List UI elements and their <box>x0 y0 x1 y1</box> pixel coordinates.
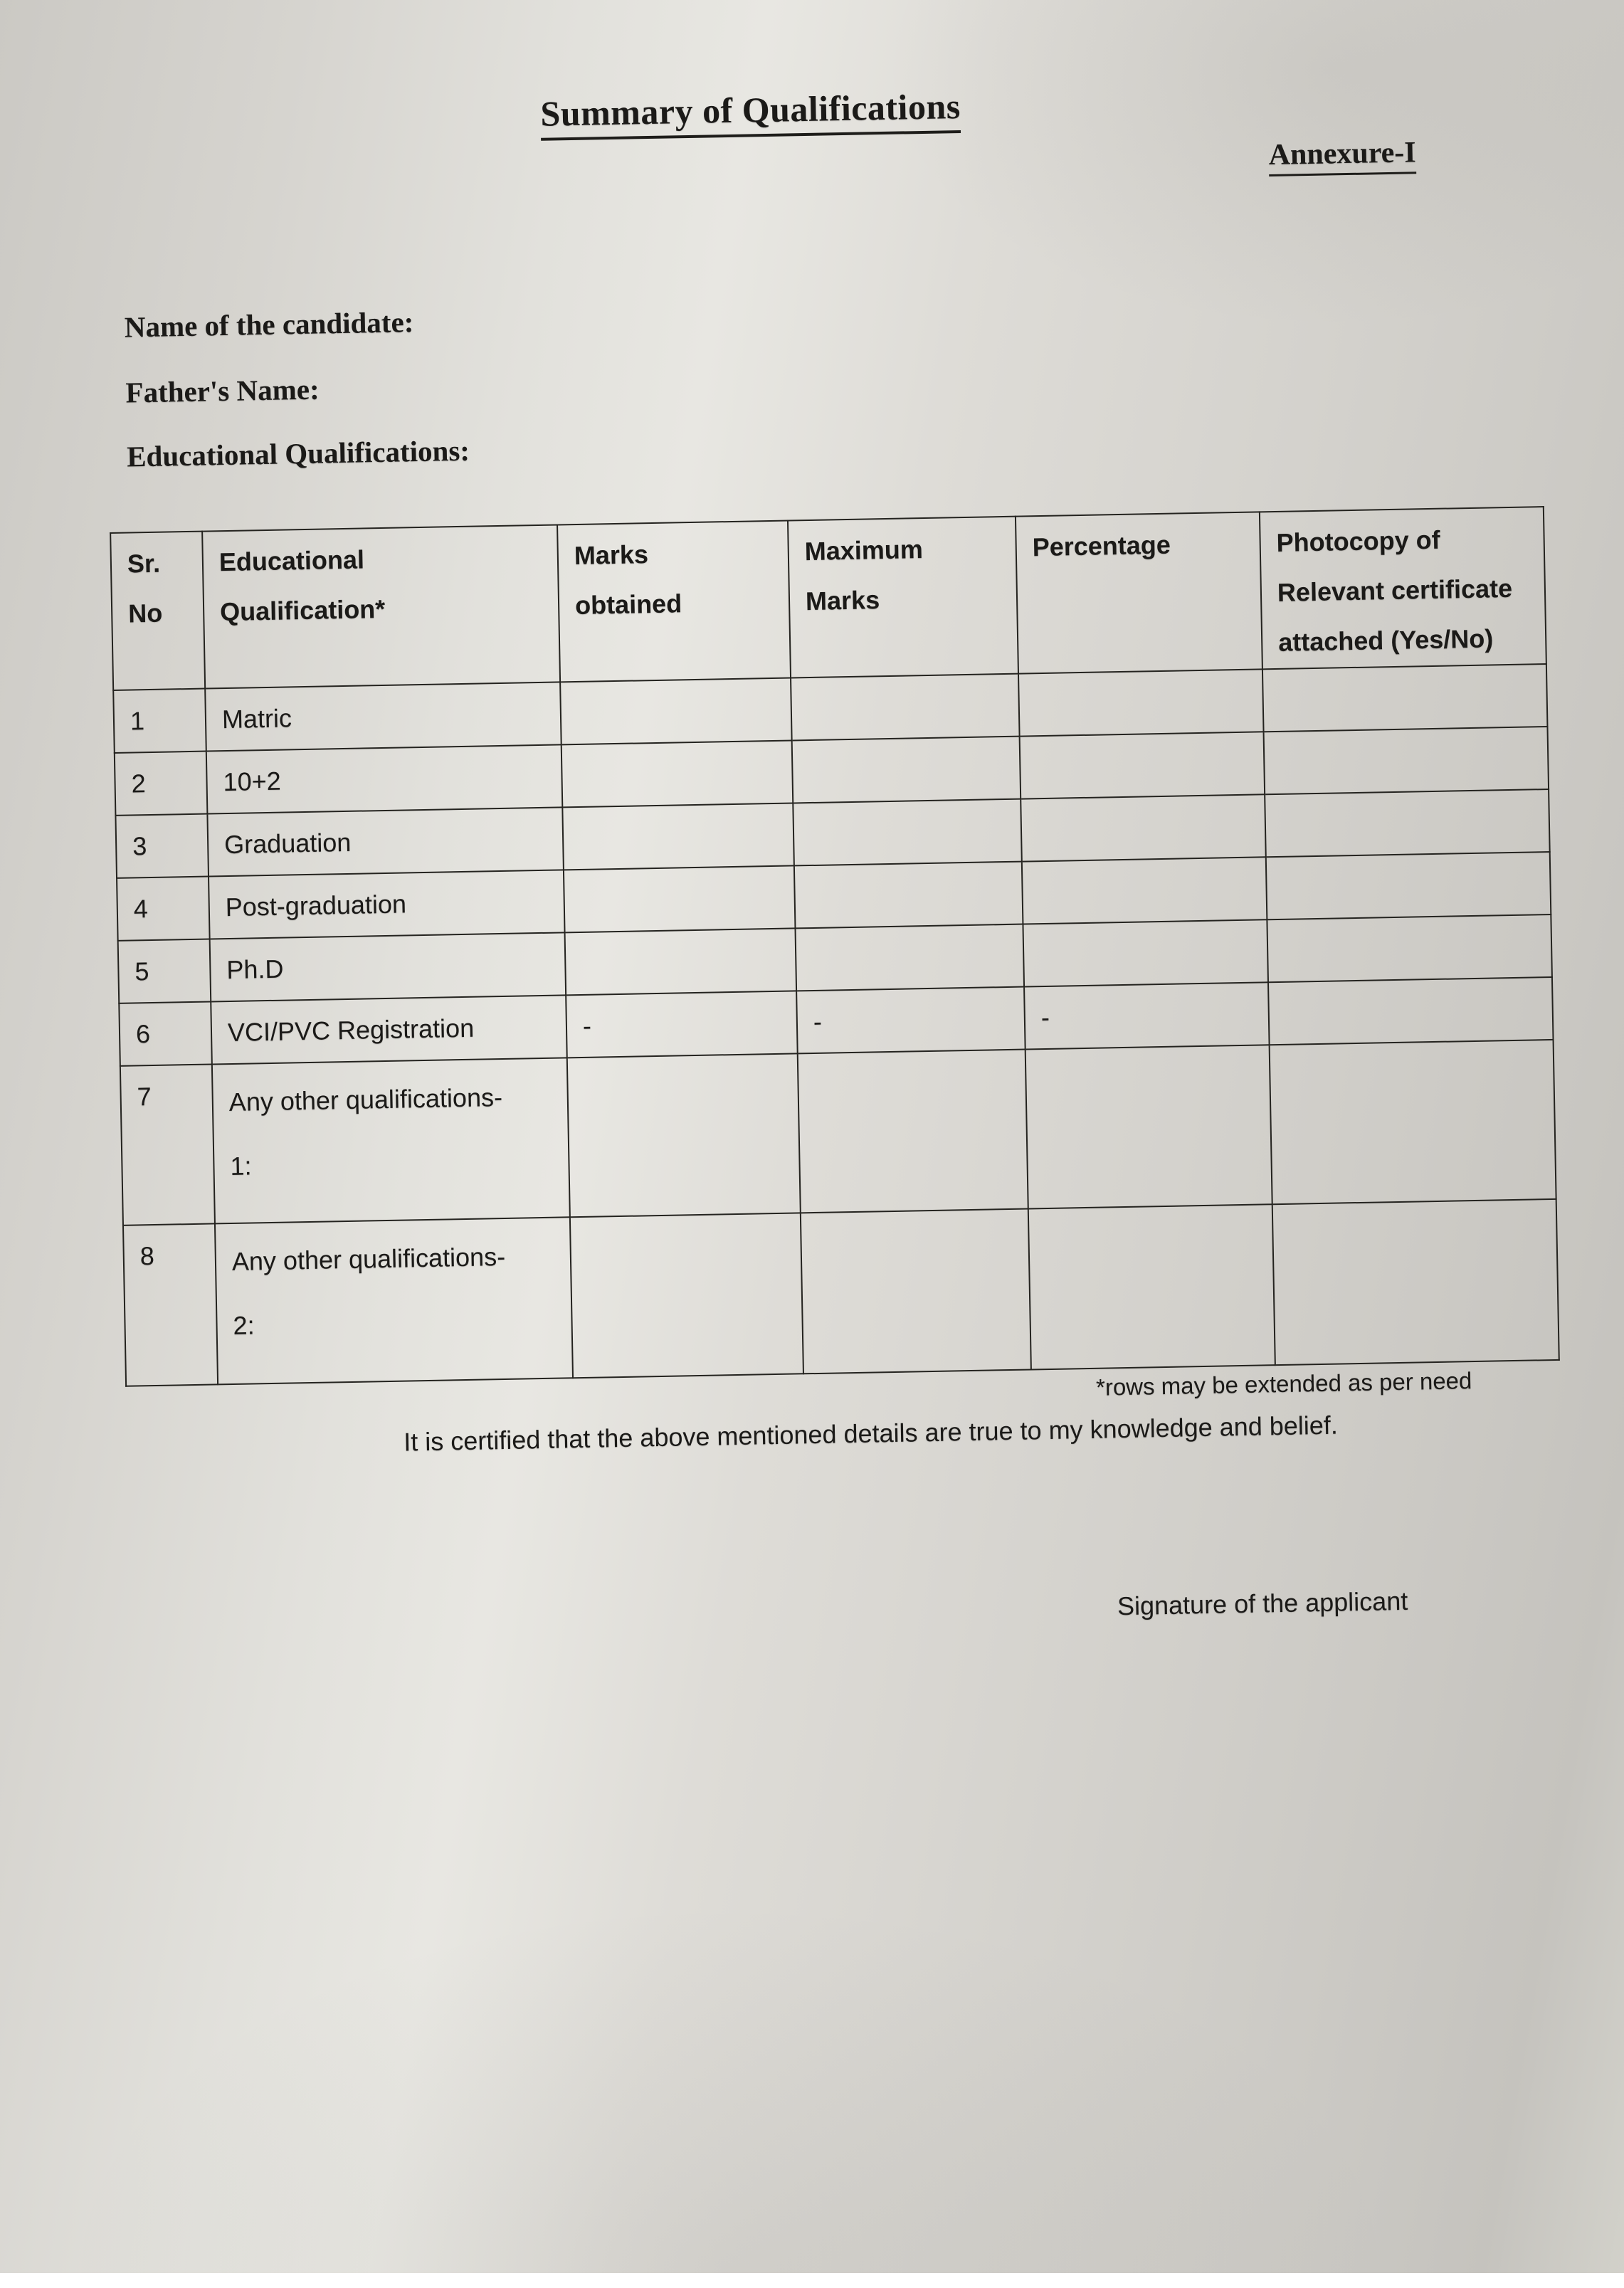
cell-qualification: Matric <box>205 682 561 751</box>
cell-maximum-marks: - <box>796 986 1025 1053</box>
cell-maximum-marks <box>798 1049 1028 1213</box>
cell-percentage <box>1018 669 1264 736</box>
field-educational-qualifications: Educational Qualifications: <box>126 433 470 473</box>
cell-sr-no: 6 <box>119 1001 212 1065</box>
cell-sr-no: 4 <box>117 876 210 940</box>
cell-marks-obtained <box>565 928 797 995</box>
table-footnote: *rows may be extended as per need <box>1095 1367 1472 1401</box>
cell-photocopy <box>1264 727 1549 794</box>
cell-photocopy <box>1267 914 1552 982</box>
cell-maximum-marks <box>792 736 1021 803</box>
col-header-percentage: Percentage <box>1016 512 1262 673</box>
cell-marks-obtained <box>561 740 793 807</box>
cell-sr-no: 5 <box>118 939 211 1003</box>
cell-sr-no: 1 <box>113 688 206 752</box>
col-header-sr-no: Sr. No <box>110 532 205 690</box>
cell-percentage <box>1022 857 1267 924</box>
cell-sr-no: 8 <box>123 1223 218 1386</box>
signature-label: Signature of the applicant <box>1117 1586 1408 1621</box>
qualifications-table <box>110 506 1560 1386</box>
cell-percentage <box>1023 919 1268 986</box>
cell-maximum-marks <box>794 861 1023 928</box>
cell-sr-no: 7 <box>120 1064 215 1225</box>
cell-photocopy <box>1268 977 1554 1045</box>
cell-marks-obtained <box>570 1213 803 1378</box>
cell-marks-obtained <box>560 678 792 744</box>
cell-sr-no: 2 <box>115 751 208 815</box>
col-header-maximum-marks: Maximum Marks <box>788 517 1018 678</box>
cell-marks-obtained <box>562 803 794 870</box>
cell-qualification: VCI/PVC Registration <box>211 995 567 1064</box>
cell-qualification: Post-graduation <box>209 870 565 939</box>
cell-qualification: Ph.D <box>210 932 566 1001</box>
col-header-qualification: Educational Qualification* <box>202 524 560 688</box>
table-row <box>123 1198 1559 1386</box>
cell-qualification: Graduation <box>207 807 564 876</box>
cell-qualification: Any other qualifications- 1: <box>212 1058 570 1223</box>
cell-percentage <box>1020 732 1265 798</box>
cell-percentage <box>1028 1204 1275 1369</box>
col-header-photocopy: Photocopy of Relevant certificate attached (Yes/No) <box>1260 507 1546 669</box>
annexure-label: Annexure-I <box>1268 135 1416 176</box>
cell-percentage: - <box>1024 982 1270 1049</box>
field-candidate-name: Name of the candidate: <box>124 305 414 344</box>
cell-marks-obtained: - <box>566 991 798 1058</box>
cell-marks-obtained <box>564 865 796 932</box>
cell-percentage <box>1025 1045 1272 1208</box>
cell-maximum-marks <box>795 924 1024 991</box>
certification-statement: It is certified that the above mentioned details are true to my knowledge and belief. <box>403 1410 1339 1457</box>
cell-photocopy <box>1262 664 1548 732</box>
cell-photocopy <box>1265 789 1550 857</box>
cell-marks-obtained <box>567 1053 801 1217</box>
cell-photocopy <box>1272 1198 1559 1364</box>
table-header-row <box>110 507 1546 690</box>
cell-maximum-marks <box>801 1208 1031 1374</box>
cell-maximum-marks <box>793 798 1022 865</box>
cell-maximum-marks <box>791 673 1020 740</box>
cell-photocopy <box>1270 1040 1556 1204</box>
col-header-marks-obtained: Marks obtained <box>557 521 791 682</box>
cell-percentage <box>1021 794 1266 861</box>
cell-qualification: 10+2 <box>206 744 563 813</box>
page-title: Summary of Qualifications <box>540 85 961 141</box>
table-row <box>120 1040 1556 1225</box>
field-father-name: Father's Name: <box>125 372 320 409</box>
cell-photocopy <box>1266 852 1551 919</box>
cell-sr-no: 3 <box>115 813 209 877</box>
cell-qualification: Any other qualifications- 2: <box>215 1217 573 1384</box>
